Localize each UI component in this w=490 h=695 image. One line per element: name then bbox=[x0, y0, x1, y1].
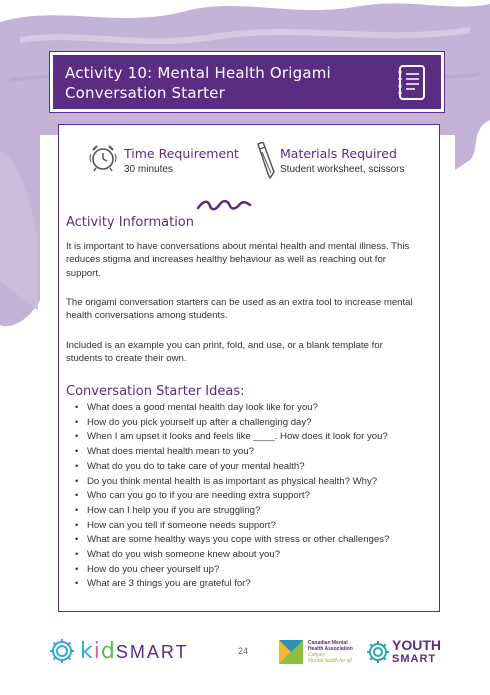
cmha-logo-icon bbox=[278, 638, 304, 666]
activity-title-banner bbox=[50, 52, 444, 112]
materials-required-value: Student worksheet, scissors bbox=[280, 164, 405, 175]
kidsmart-smart: SMART bbox=[115, 642, 189, 662]
alarm-clock-icon bbox=[88, 142, 118, 172]
list-item: • What are some healthy ways you cope with stress or other challenges? bbox=[74, 533, 424, 548]
info-paragraph-1-line-1: It is important to have conversations about mental health and mental illness. This bbox=[66, 241, 410, 252]
info-paragraph-1-line-3: support. bbox=[66, 267, 101, 279]
youth-smart-smart: SMART bbox=[392, 653, 437, 665]
youth-smart-logo bbox=[366, 636, 452, 672]
list-item: • When I am upset it looks and feels like ____. How does it look for you? bbox=[74, 430, 424, 445]
cmha-text bbox=[308, 640, 364, 664]
list-item: • How can you tell if someone needs support? bbox=[74, 519, 424, 534]
time-requirement bbox=[88, 142, 248, 182]
list-item: • What does mental health mean to you? bbox=[74, 445, 424, 460]
cmha-logo bbox=[278, 638, 360, 670]
activity-information-heading: Activity Information bbox=[66, 215, 195, 230]
materials-required bbox=[254, 142, 444, 182]
list-item: • Who can you go to if you are needing extra support? bbox=[74, 489, 424, 504]
conversation-ideas-heading: Conversation Starter Ideas: bbox=[66, 384, 245, 399]
pencil-icon bbox=[254, 142, 278, 182]
time-requirement-title: Time Requirement bbox=[124, 146, 239, 161]
cmha-tagline: Mental health for all bbox=[308, 658, 352, 664]
kidsmart-logo bbox=[48, 634, 189, 668]
list-item: • What do you wish someone knew about you? bbox=[74, 548, 424, 563]
list-item: • How do you pick yourself up after a challenging day? bbox=[74, 416, 424, 431]
youth-smart-wordmark bbox=[392, 638, 441, 666]
info-paragraph-2-line-1: The origami conversation starters can be used as an extra tool to increase mental bbox=[66, 297, 413, 308]
activity-title-line2: Conversation Starter bbox=[65, 84, 225, 102]
youth-smart-gear-icon bbox=[366, 640, 390, 664]
info-paragraph-3 bbox=[66, 339, 428, 366]
conversation-ideas-list bbox=[74, 401, 424, 592]
activity-title-line1: Activity 10: Mental Health Origami bbox=[65, 64, 331, 82]
activity-title bbox=[65, 63, 375, 103]
cmha-name: Canadian Mental Health Association bbox=[308, 640, 353, 652]
list-item: • How can I help you if you are struggling? bbox=[74, 504, 424, 519]
kidsmart-letter-i: i bbox=[93, 639, 101, 664]
info-paragraph-3-line-2: students to create their own. bbox=[66, 353, 187, 365]
time-requirement-value: 30 minutes bbox=[124, 164, 173, 175]
kidsmart-wordmark bbox=[80, 638, 189, 664]
info-paragraph-1-line-2: reduces stigma and increases healthy behaviour as well as reaching out for bbox=[66, 254, 386, 266]
list-item: • What does a good mental health day look like for you? bbox=[74, 401, 424, 416]
list-item: • Do you think mental health is as important as physical health? Why? bbox=[74, 475, 424, 490]
info-paragraph-3-line-1: Included is an example you can print, fold, and use, or a blank template for bbox=[66, 340, 383, 351]
list-item: • How do you cheer yourself up? bbox=[74, 563, 424, 578]
list-item: • What do you do to take care of your mental health? bbox=[74, 460, 424, 475]
page-footer bbox=[0, 630, 490, 680]
info-paragraph-2-line-2: health conversations among students. bbox=[66, 310, 228, 322]
cmha-branch: Calgary bbox=[308, 652, 326, 658]
page-number: 24 bbox=[238, 646, 249, 656]
kidsmart-letter-d: d bbox=[100, 639, 116, 664]
list-item: • What are 3 things you are grateful for? bbox=[74, 577, 424, 592]
youth-smart-youth: YOUTH bbox=[392, 637, 441, 653]
materials-required-title: Materials Required bbox=[280, 146, 397, 161]
kidsmart-letter-k: k bbox=[80, 639, 94, 664]
notebook-icon bbox=[395, 63, 429, 103]
gear-icon bbox=[48, 637, 76, 665]
squiggle-divider bbox=[196, 198, 252, 212]
info-paragraph-1 bbox=[66, 240, 428, 280]
info-paragraph-2 bbox=[66, 296, 428, 323]
